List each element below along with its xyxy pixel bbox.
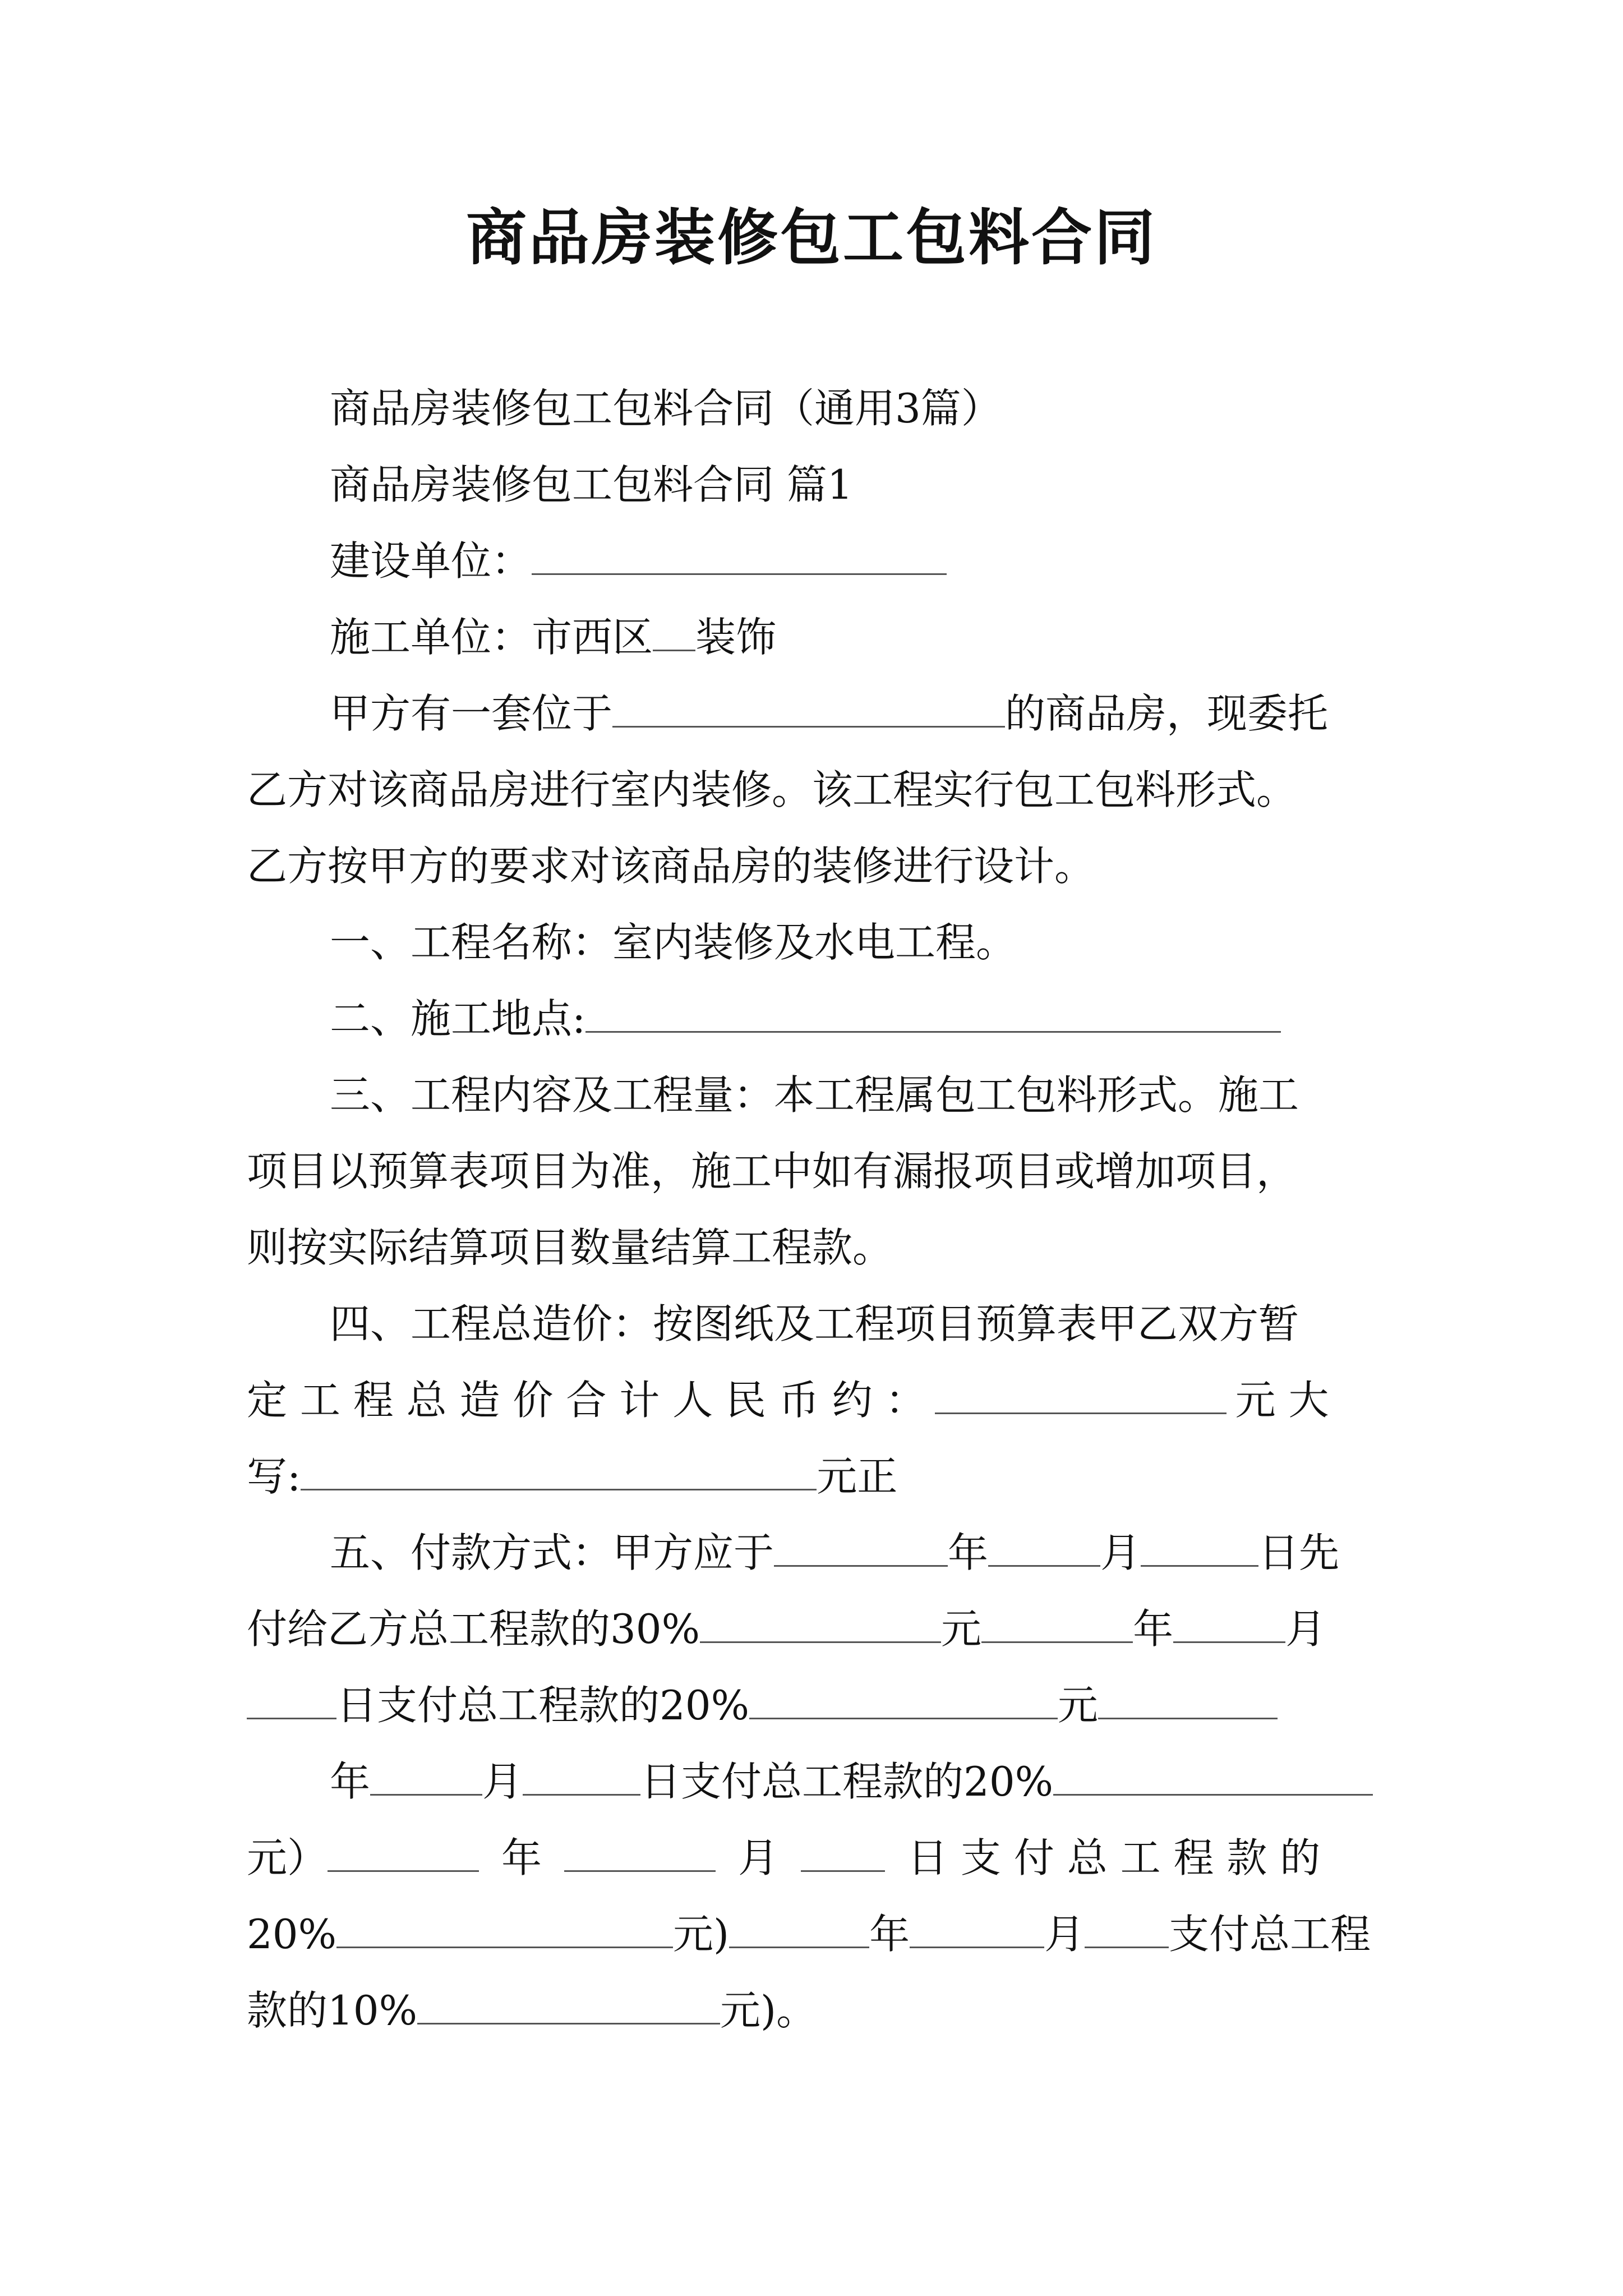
contractor-suffix: 装饰 — [695, 614, 777, 661]
item-3 — [247, 1057, 1380, 1286]
blank — [1098, 1686, 1278, 1719]
builder-blank — [532, 542, 947, 575]
blank — [801, 1839, 885, 1872]
item-4-line-3: 写: 元正 — [247, 1453, 898, 1500]
intro-line-1: 甲方有一套位于 的商品房，现委托 — [330, 690, 1329, 737]
blank — [981, 1610, 1133, 1643]
amount-words-blank — [301, 1457, 817, 1490]
blank — [247, 1686, 336, 1719]
item-5-line-3: 日支付总工程款的20% 元 — [247, 1667, 1380, 1743]
blank — [370, 1763, 482, 1796]
blank — [988, 1534, 1100, 1567]
blank — [328, 1839, 479, 1872]
builder-label: 建设单位： — [330, 537, 532, 585]
item-5-line-1: 五、付款方式：甲方应于 年 月 日先 — [330, 1529, 1340, 1576]
item-3-line-2: 项目以预算表项目为准，施工中如有漏报项目或增加项目， — [247, 1148, 1297, 1195]
blank — [336, 1915, 673, 1948]
item-4-line-2: 定 工 程 总 造 价 合 计 人 民 币 约 ： 元 大 — [247, 1377, 1329, 1424]
document-title: 商品房装修包工包料合同 — [465, 203, 1157, 273]
intro-line-3: 乙方按甲方的要求对该商品房的装修进行设计。 — [247, 843, 1095, 890]
item-5 — [247, 1515, 1380, 2049]
item-5-line-2: 付给乙方总工程款的30% 元 年 月 — [247, 1605, 1326, 1653]
blank — [700, 1610, 941, 1643]
site-blank — [585, 1000, 1281, 1033]
item-5-line-5: 元） 年 月 日 支 付 总 工 程 款 的 — [247, 1834, 1321, 1881]
contractor-blank — [653, 618, 695, 651]
item-2-label: 二、施工地点: — [330, 995, 586, 1042]
item-3-line-1: 三、工程内容及工程量：本工程属包工包料形式。施工 — [330, 1071, 1299, 1119]
document-body — [247, 370, 1380, 2049]
item-1: 一、工程名称：室内装修及水电工程。 — [330, 919, 1017, 966]
blank — [1053, 1763, 1373, 1796]
item-2 — [247, 981, 1380, 1057]
blank — [774, 1534, 948, 1567]
contractor-label: 施工单位：市西区 — [330, 614, 653, 661]
item-4-line-1: 四、工程总造价：按图纸及工程项目预算表甲乙双方暂 — [330, 1300, 1299, 1347]
amount-blank — [935, 1381, 1227, 1414]
blank — [523, 1763, 640, 1796]
blank — [564, 1839, 716, 1872]
contractor-field — [247, 599, 1380, 675]
location-blank — [612, 694, 1005, 728]
subtitle-line: 商品房装修包工包料合同（通用3篇） — [330, 385, 1002, 432]
intro-paragraph — [247, 675, 1380, 904]
item-3-line-3: 则按实际结算项目数量结算工程款。 — [247, 1224, 893, 1271]
blank — [910, 1915, 1044, 1948]
blank — [749, 1686, 1058, 1719]
blank — [1173, 1610, 1285, 1643]
item-5-line-4: 年 月 日支付总工程款的20% — [247, 1743, 1380, 1820]
section-heading: 商品房装修包工包料合同 篇1 — [330, 461, 853, 508]
blank — [1085, 1915, 1169, 1948]
blank — [417, 1991, 720, 2024]
item-5-line-6: 20% 元) 年 月 支付总工程 — [247, 1911, 1371, 1958]
builder-field — [247, 523, 1380, 599]
blank — [1141, 1534, 1258, 1567]
blank — [729, 1915, 869, 1948]
item-5-line-7: 款的10% 元)。 — [247, 1987, 817, 2034]
intro-line-2: 乙方对该商品房进行室内装修。该工程实行包工包料形式。 — [247, 766, 1297, 813]
item-4 — [247, 1286, 1380, 1515]
